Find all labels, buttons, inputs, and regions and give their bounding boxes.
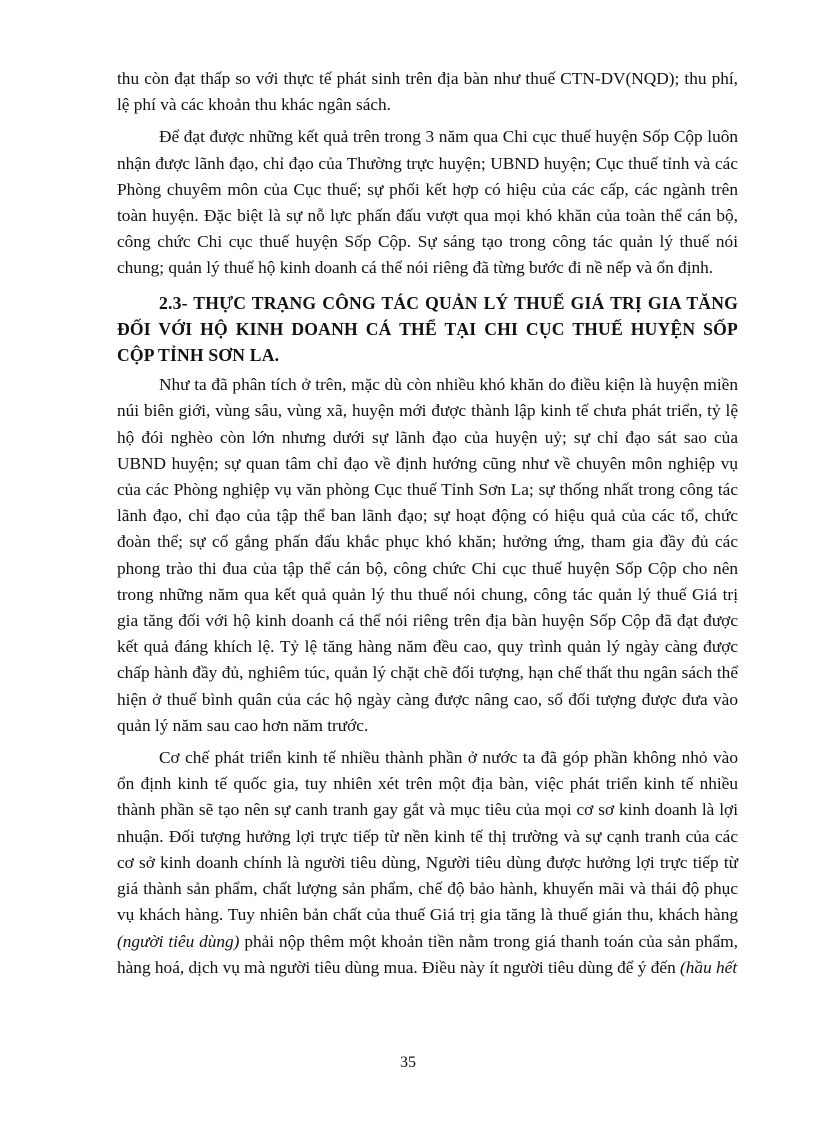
paragraph-2: Để đạt được những kết quả trên trong 3 năm qua Chi cục thuế huyện Sốp Cộp luôn nhận được lãnh đạo, chỉ đạo của Thường trực huyện; UBND huyện; Cục thuế tỉnh và các Phòng chuyêm môn của Cục thuế; sự phối kết hợp có hiệu của các cấp, các ngành trên toàn huyện. Đặc biệt là sự nỗ lực phấn đấu vượt qua mọi khó khăn của toàn thể cán bộ, công chức Chi cục thuế huyện Sốp Cộp. Sự sáng tạo trong công tác quản lý thuế nói chung; quản lý thuế hộ kinh doanh cá thể nói riêng đã từng bước đi nề nếp và ổn định. [117, 127, 738, 278]
page-body [117, 66, 738, 981]
paragraph-4-part-1: Cơ chế phát triển kinh tế nhiều thành phần ở nước ta đã góp phần không nhỏ vào ổn định kinh tế quốc gia, tuy nhiên xét trên một địa bàn, việc phát triển kinh tế nhiều thành phần sẽ tạo nên sự canh tranh gay gắt và mục tiêu của mọi cơ sơ kinh doanh là lợi nhuận. Đối tượng hưởng lợi trực tiếp từ nền kinh tế thị trường và sự cạnh tranh của các cơ sở kinh doanh chính là người tiêu dùng, Người tiêu dùng được hưởng lợi trực tiếp từ giá thành sản phẩm, chất lượng sản phẩm, chế độ bảo hành, khuyến mãi và thái độ phục vụ khách hàng. Tuy nhiên bản chất của thuế Giá trị gia tăng là thuế gián thu, khách hàng [117, 748, 738, 925]
paragraph-4-italic-2: (hầu hết [680, 957, 738, 977]
paragraph-4 [117, 745, 738, 981]
paragraph-3: Như ta đã phân tích ở trên, mặc dù còn nhiều khó khăn do điều kiện là huyện miền núi biên giới, vùng sâu, vùng xã, huyện mới được thành lập kinh tế chưa phát triển, tỷ lệ hộ đói nghèo còn lớn nhưng dưới sự lãnh đạo của huyện uỷ; sự chỉ đạo sát sao của UBND huyện; sự quan tâm chỉ đạo về định hướng cũng như về chuyên môn nghiệp vụ của các Phòng nghiệp vụ văn phòng Cục thuế Tỉnh Sơn La; sự thống nhất trong công tác lãnh đạo, chỉ đạo của tập thể ban lãnh đạo; sự hoạt động có hiệu quả của các tổ, chức đoàn thể; sự cố gắng phấn đấu khắc phục khó khăn; hưởng ứng, tham gia đầy đủ các phong trào thi đua của tập thể cán bộ, công chức Chi cục thuế huyện Sốp Cộp cho nên trong những năm qua kết quả quản lý thu thuế nói chung, công tác quản lý thuế Giá trị gia tăng đối với hộ kinh doanh cá thể nói riêng trên địa bàn huyện Sốp Cộp đã đạt được kết quả đáng khích lệ. Tỷ lệ tăng hàng năm đều cao, quy trình quản lý ngày càng được chấp hành đầy đủ, nghiêm túc, quản lý chặt chẽ đối tượng, hạn chế thất thu ngân sách thể hiện ở thuế bình quân của các hộ ngày càng được nâng cao, số đối tượng được đưa vào quản lý năm sau cao hơn năm trước. [117, 375, 738, 735]
section-heading: 2.3- THỰC TRẠNG CÔNG TÁC QUẢN LÝ THUẾ GIÁ TRỊ GIA TĂNG ĐỐI VỚI HỘ KINH DOANH CÁ THỂ TẠI CHI CỤC THUẾ HUYỆN SỐP CỘP TỈNH SƠN LA. [117, 292, 738, 366]
paragraph-4-part-2: phải nộp thêm một khoản tiền nằm trong giá thanh toán của sản phẩm, hàng hoá, dịch vụ mà người tiêu dùng mua. Điều này ít người tiêu dùng để ý đến [117, 931, 739, 977]
paragraph-4-italic-1: (người tiêu dùng) [117, 931, 240, 951]
page-number: 35 [400, 1054, 416, 1071]
paragraph-1: thu còn đạt thấp so với thực tế phát sinh trên địa bàn như thuế CTN-DV(NQD); thu phí, lệ phí và các khoản thu khác ngân sách. [117, 69, 738, 115]
